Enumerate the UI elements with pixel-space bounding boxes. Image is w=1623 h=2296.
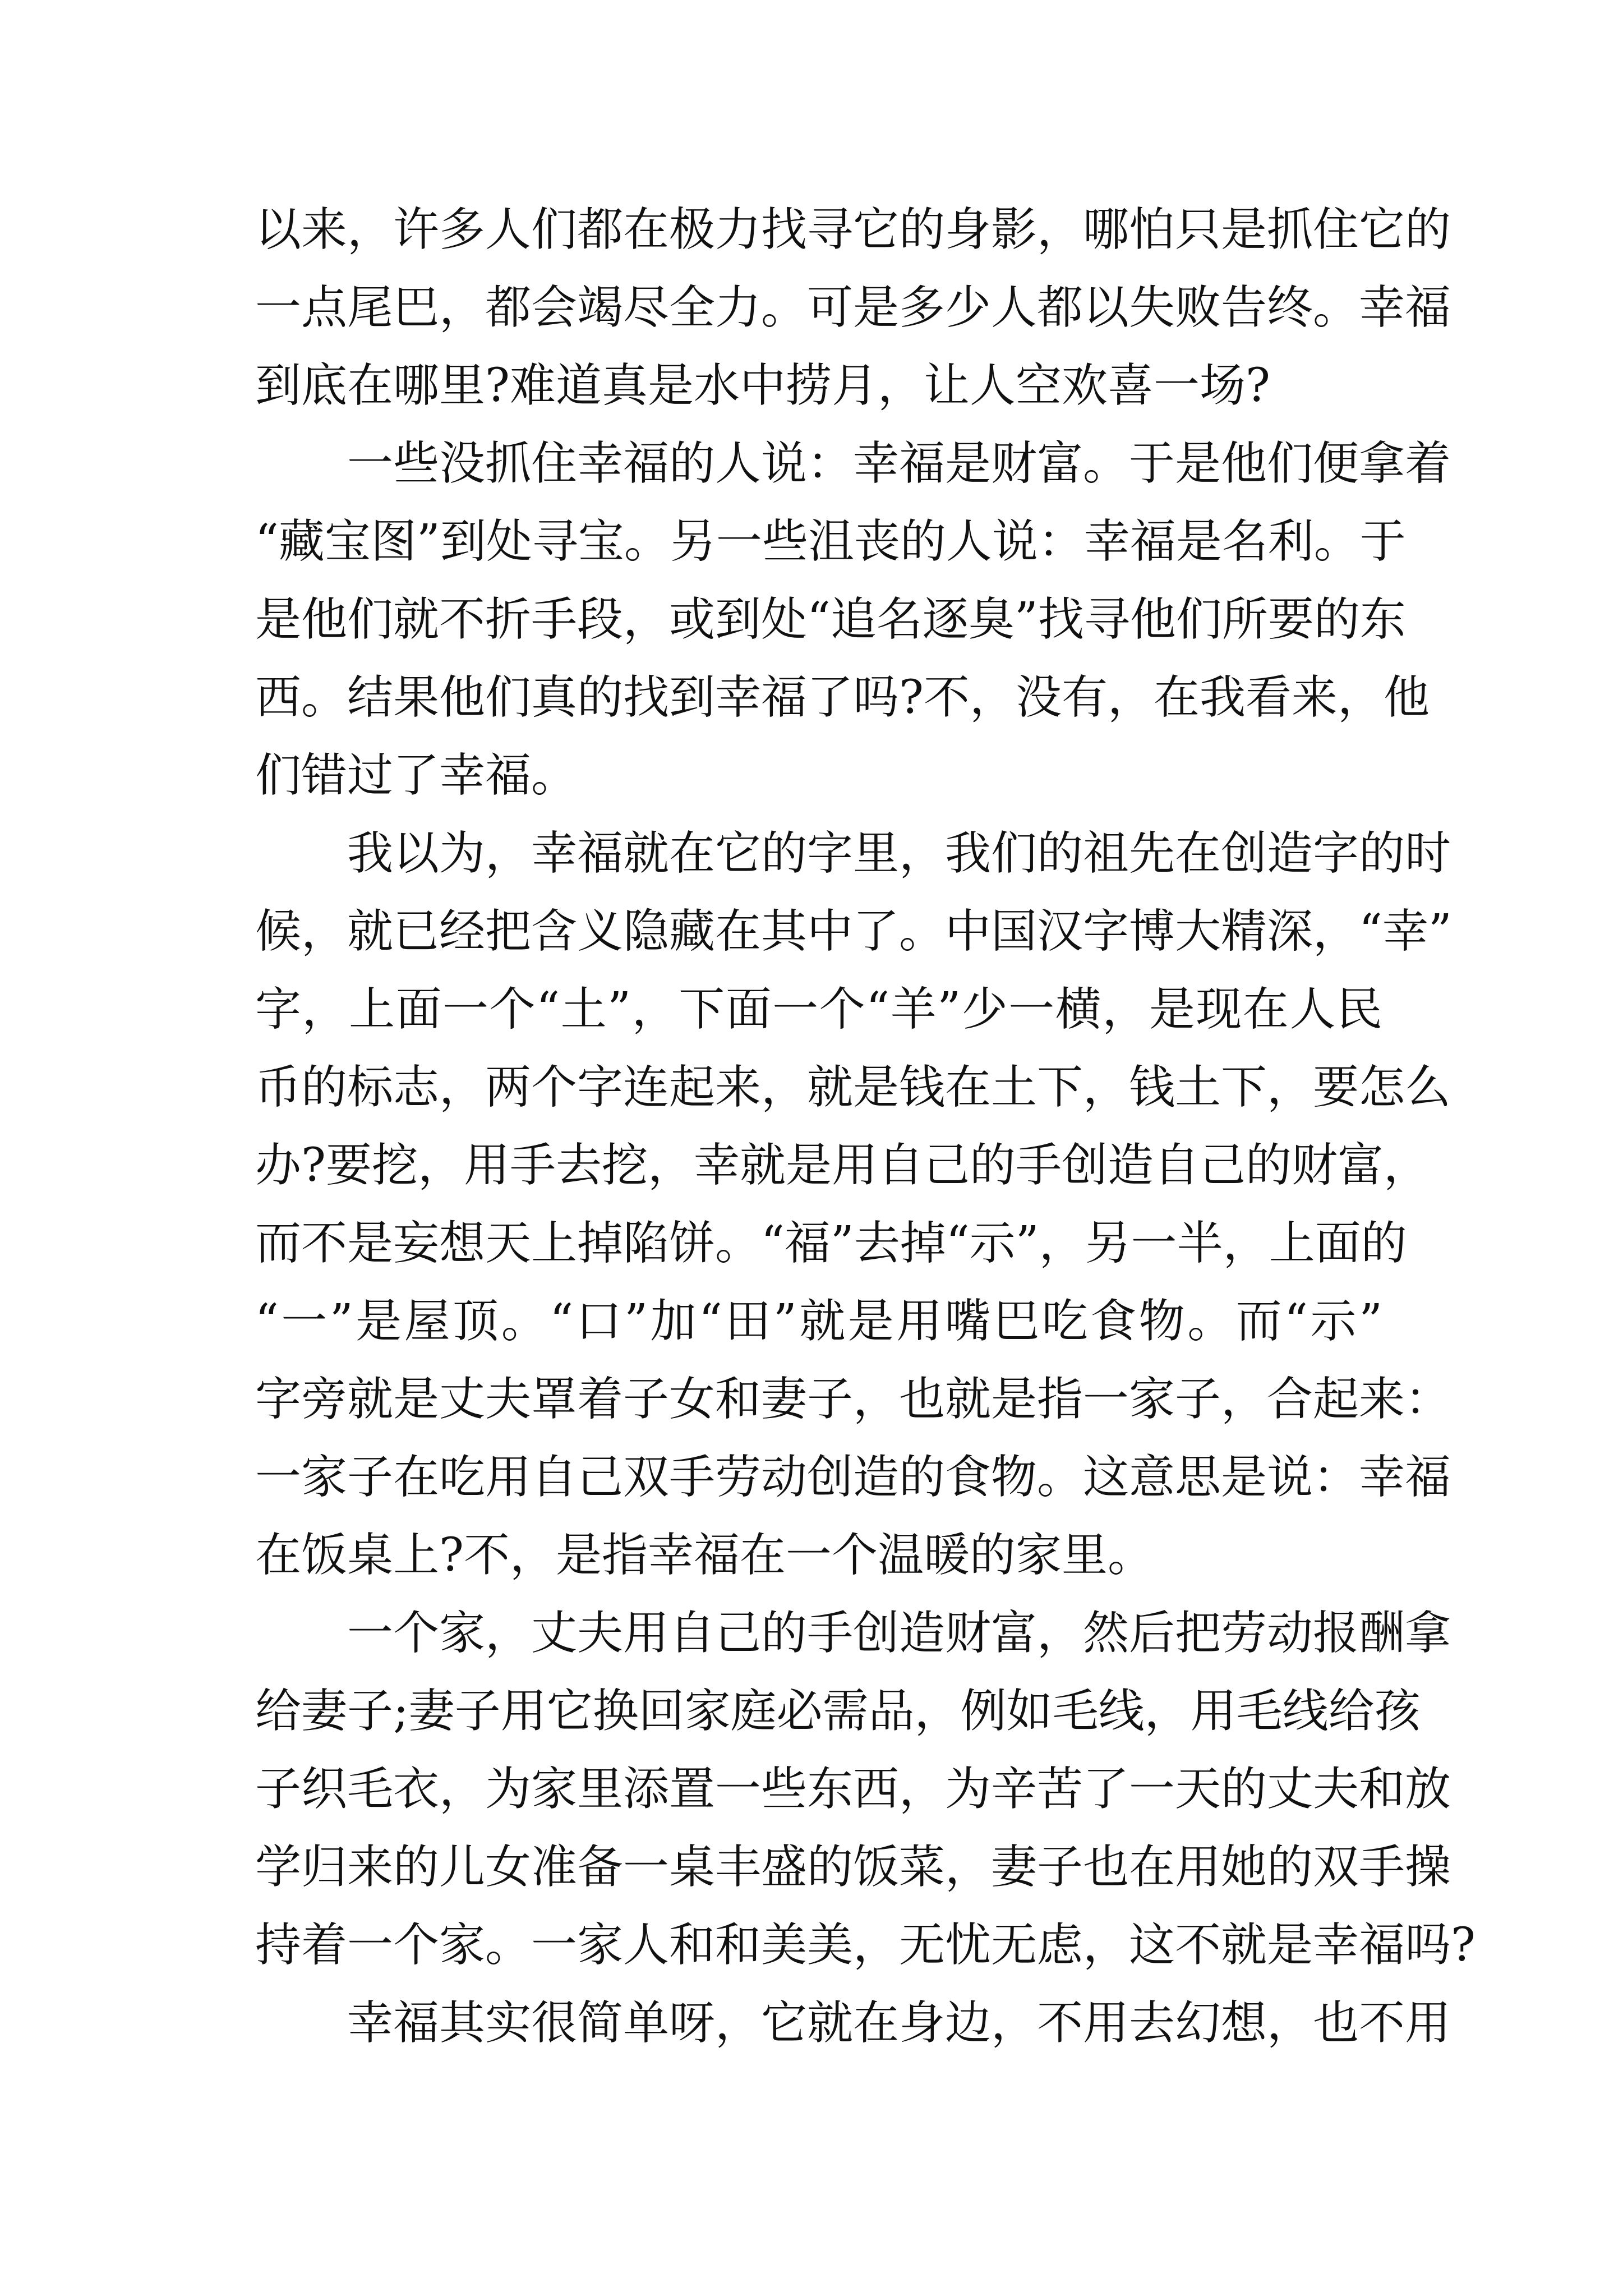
text-line: “藏宝图”到处寻宝。另一些沮丧的人说：幸福是名利。于 [255, 515, 1406, 568]
text-line: 学归来的儿女准备一桌丰盛的饭菜，妻子也在用她的双手操 [255, 1841, 1451, 1894]
text-line: 字旁就是丈夫罩着子女和妻子，也就是指一家子，合起来： [255, 1373, 1451, 1426]
text-line: 们错过了幸福。 [255, 749, 578, 802]
text-line: 而不是妄想天上掉陷饼。“福”去掉“示”，另一半，上面的 [255, 1217, 1407, 1270]
text-line: 到底在哪里?难道真是水中捞月，让人空欢喜一场? [255, 359, 1270, 412]
text-line: 一些没抓住幸福的人说：幸福是财富。于是他们便拿着 [347, 437, 1451, 490]
text-line: 候，就已经把含义隐藏在其中了。中国汉字博大精深，“幸” [255, 905, 1452, 958]
text-line: 持着一个家。一家人和和美美，无忧无虑，这不就是幸福吗? [255, 1918, 1476, 1972]
text-line: 以来，许多人们都在极力找寻它的身影，哪怕只是抓住它的 [255, 203, 1451, 256]
text-line: 我以为，幸福就在它的字里，我们的祖先在创造字的时 [347, 827, 1451, 880]
paragraph [255, 1984, 1451, 2062]
text-line: 办?要挖，用手去挖，幸就是用自己的手创造自己的财富， [255, 1139, 1430, 1192]
text-line: 一个家，丈夫用自己的手创造财富，然后把劳动报酬拿 [347, 1607, 1451, 1660]
text-line: “一”是屋顶。“口”加“田”就是用嘴巴吃食物。而“示” [255, 1295, 1382, 1348]
paragraph [255, 191, 1451, 425]
paragraph [255, 425, 1451, 815]
text-line: 是他们就不折手段，或到处“追名逐臭”找寻他们所要的东 [255, 593, 1406, 646]
text-line: 子织毛衣，为家里添置一些东西，为辛苦了一天的丈夫和放 [255, 1763, 1451, 1816]
text-line: 一点尾巴，都会竭尽全力。可是多少人都以失败告终。幸福 [255, 281, 1451, 334]
paragraph [255, 1594, 1476, 1984]
text-line: 币的标志，两个字连起来，就是钱在土下，钱土下，要怎么 [255, 1061, 1451, 1114]
text-line: 一家子在吃用自己双手劳动创造的食物。这意思是说：幸福 [255, 1451, 1451, 1504]
document-body [255, 191, 1476, 2062]
text-line: 西。结果他们真的找到幸福了吗?不，没有，在我看来，他 [255, 671, 1430, 724]
text-line: 给妻子;妻子用它换回家庭必需品，例如毛线，用毛线给孩 [255, 1685, 1421, 1738]
text-line: 字，上面一个“土”，下面一个“羊”少一横，是现在人民 [255, 983, 1382, 1036]
text-line: 在饭桌上?不，是指幸福在一个温暖的家里。 [255, 1529, 1154, 1582]
paragraph [255, 815, 1452, 1594]
text-line: 幸福其实很简单呀，它就在身边，不用去幻想，也不用 [347, 1996, 1451, 2050]
